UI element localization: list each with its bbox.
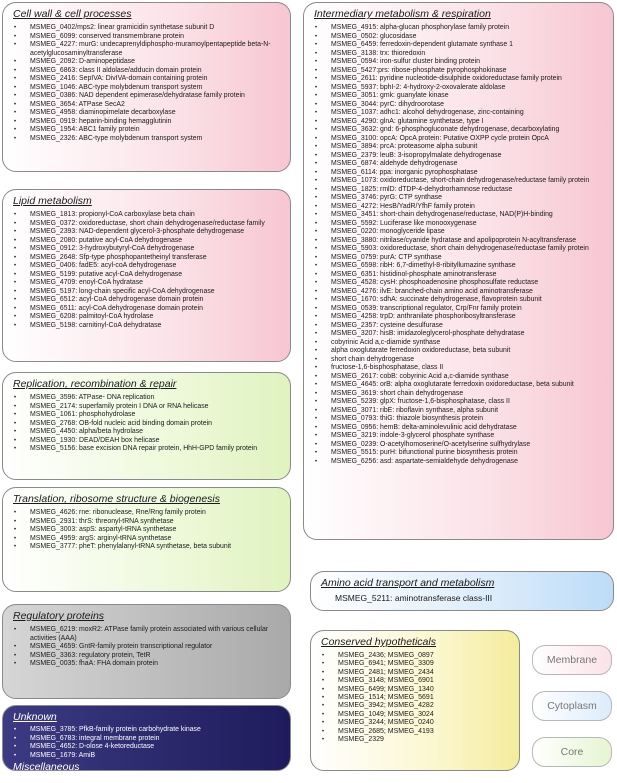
gene-list-item: • MSMEG_5903: oxidoreductase, short chain dehydrogenase/reductase family protein [321,245,605,254]
intermediary-list [314,24,605,466]
gene-list-item: • MSMEG_3777: pheT: phenylalanyl-tRNA synthetase, beta subunit [20,543,282,552]
cell-wall-list [13,24,282,143]
amino-acid-item: MSMEG_5211: aminotransferase class-III [335,593,493,603]
gene-list-item: • MSMEG_6114: ppa: inorganic pyrophosphatase [321,169,605,178]
intermediary-category-box [303,2,614,540]
replication-list [13,394,282,454]
gene-list-item: • MSMEG_6256: asd: aspartate-semialdehyde dehydrogenase [321,458,605,467]
gene-list-item: • MSMEG_3894: prcA: proteasome alpha subunit [321,143,605,152]
gene-list-item: • MSMEG_2685; MSMEG_4193 [328,728,511,736]
gene-list-item: • MSMEG_4959: argS: arginyl-tRNA synthetase [20,535,282,544]
gene-list-item: • MSMEG_2768: OB-fold nucleic acid binding domain protein [20,420,282,429]
gene-list-item: • MSMEG_5156: base excision DNA repair protein, HhH-GPD family protein [20,445,282,454]
gene-list-item: • MSMEG_3219: indole-3-glycerol phosphate synthase [321,432,605,441]
gene-list-item: • MSMEG_4709: enoyl-CoA hydratase [20,279,282,288]
replication-category-box [2,372,291,480]
gene-list-item: • MSMEG_4227: murG: undecaprenyldiphospho-muramoylpentapeptide beta-N-acetylglucosaminyltransferase [20,41,282,58]
gene-list-item: • MSMEG_3654: ATPase SecA2 [20,101,282,110]
gene-list-item: • MSMEG_0759: purA: CTP synthase [321,254,605,263]
gene-list-item: • MSMEG_3138: trx: thioredoxin [321,50,605,59]
amino-acid-category-box [310,571,614,611]
gene-list-item: • MSMEG_2174: superfamily protein I DNA or RNA helicase [20,403,282,412]
gene-list-item: • MSMEG_0956: hemB: delta-aminolevulinic acid dehydratase [321,424,605,433]
gene-list-item: • MSMEG_3363: regulatory protein, TetR [20,652,282,661]
gene-list-item: • MSMEG_3071: ribE: riboflavin synthase, alpha subunit [321,407,605,416]
gene-list-item: • MSMEG_6598: ribH: 6,7-dimethyl-8-ribityllumazine synthase [321,262,605,271]
gene-list-item: • MSMEG_6099: conserved transmembrane protein [20,33,282,42]
lipid-title: Lipid metabolism [13,195,92,207]
miscellaneous-title: Miscellaneous [13,761,80,773]
gene-list-item: • MSMEG_6941; MSMEG_3309 [328,660,511,668]
gene-list-item: • MSMEG_2326: ABC-type molybdenum transport system [20,135,282,144]
gene-list-item: • MSMEG_3044: pyrC: dihydroorotase [321,101,605,110]
gene-list-item: • MSMEG_2416: SepIVA: DivIVA-domain containing protein [20,75,282,84]
gene-list-item: • MSMEG_3746: pyrG: CTP synthase [321,194,605,203]
gene-list-item: • MSMEG_3051: gmk: guanylate kinase [321,92,605,101]
gene-list-item: • MSMEG_1037: adhc1: alcohol dehydrogenase, zinc-containing [321,109,605,118]
gene-list-item: • alpha oxoglutarate ferredoxin oxidoreductase, beta subunit [321,347,605,356]
gene-list-item: • MSMEG_4276: ilvE: branched-chain amino acid aminotransferase [321,288,605,297]
intermediary-title: Intermediary metabolism & respiration [314,8,491,20]
gene-list-item: • MSMEG_0035: fhaA: FHA domain protein [20,660,282,669]
gene-list-item: • MSMEG_5239: glpX: fructose-1,6-bisphosphatase, class II [321,398,605,407]
miscellaneous-list [13,774,282,783]
gene-list-item: • MSMEG_0239: O-acetylhomoserine/O-acetylserine sulfhydrylase [321,441,605,450]
gene-list-item: • MSMEG_1073: oxidoreductase, short-chain dehydrogenase/reductase family protein [321,177,605,186]
gene-list-item: • MSMEG_4258: trpD: anthranilate phosphoribosyltransferase [321,313,605,322]
gene-list-item: • MSMEG_4272: HesB/YadR/YfhF family protein [321,203,605,212]
gene-list-item: • MSMEG_6219: moxR2: ATPase family protein associated with various cellular activities (AAA) [20,626,282,643]
gene-list-item: • MSMEG_5199: putative acyl-CoA dehydrogenase [20,271,282,280]
gene-list-item: • MSMEG_1930: DEAD/DEAH box helicase [20,437,282,446]
translation-category-box [2,487,291,592]
gene-list-item: • MSMEG_0406: fadE5: acyl-coA dehydrogenase [20,262,282,271]
cell-wall-category-box [2,2,291,172]
gene-list-item: • MSMEG_1679: AmiB [20,752,282,761]
regulatory-title: Regulatory proteins [13,610,105,622]
gene-list-item: • MSMEG_0220: monoglyceride lipase [321,228,605,237]
gene-list-item: • MSMEG_4528: cysH: phosphoadenosine phosphosulfate reductase [321,279,605,288]
gene-list-item: • MSMEG_5592: Luciferase like monooxygenase [321,220,605,229]
gene-list-item: • MSMEG_3207: hisB: imidazoleglycerol-phosphate dehydratase [321,330,605,339]
gene-list-item: • MSMEG_0912: 3-hydroxybutyryl-CoA dehydrogenase [20,245,282,254]
gene-list-item: • MSMEG_3619: short chain dehydrogenase [321,390,605,399]
regulatory-list [13,626,282,669]
gene-list-item: • MSMEG_3244; MSMEG_0240 [328,719,511,727]
gene-list-item: • MSMEG_1046: ABC-type molybdenum transport system [20,84,282,93]
gene-list-item: • MSMEG_3003: aspS: aspartyl-tRNA synthetase [20,526,282,535]
regulatory-category-box [2,604,291,699]
gene-list-item: • MSMEG_4659: GntR-family protein transcriptional regulator [20,643,282,652]
legend-core: Core [532,737,612,767]
gene-list-item: • short chain dehydrogenase [321,356,605,365]
gene-list-item: • MSMEG_2931: thrS: threonyl-tRNA synthetase [20,518,282,527]
gene-list-item: • MSMEG_2481; MSMEG_2434 [328,669,511,677]
gene-list-item: • MSMEG_3942; MSMEG_4282 [328,702,511,710]
gene-list-item: • MSMEG_6351: histidinol-phosphate aminotransferase [321,271,605,280]
gene-list-item: • MSMEG_5937: bphI-2: 4-hydroxy-2-oxovalerate aldolase [321,84,605,93]
gene-list-item: • MSMEG_3632: gnd: 6-phosphogluconate dehydrogenase, decarboxylating [321,126,605,135]
gene-list-item: • MSMEG_6874: aldehyde dehydrogenase [321,160,605,169]
gene-list-item: • MSMEG_6459: ferredoxin-dependent glutamate synthase 1 [321,41,605,50]
gene-list-item: • MSMEG_6783: integral membrane protein [20,735,282,744]
lipid-list [13,211,282,330]
gene-list-item: • MSMEG_5197: long-chain specific acyl-CoA dehydrogenase [20,288,282,297]
gene-list-item: • MSMEG_1954: ABC1 family protein [20,126,282,135]
gene-list-item: • MSMEG_1670: sdhA: succinate dehydrogenase, flavoprotein subunit [321,296,605,305]
gene-list-item: • MSMEG_0402/mps2: linear gramicidin synthetase subunit D [20,24,282,33]
gene-list-item: • MSMEG_4652: D-olose 4-ketoreductase [20,743,282,752]
gene-list-item: • MSMEG_4958: diaminopimelate decarboxylase [20,109,282,118]
gene-list-item: • MSMEG_0539: transcriptional regulator, Crp/Fnr family protein [321,305,605,314]
gene-list-item: • MSMEG_6863: class II aldolase/adducin domain protein [20,67,282,76]
gene-list-item: • MSMEG_1813: propionyl-CoA carboxylase beta chain [20,211,282,220]
gene-list-item: • MSMEG_1514; MSMEG_5691 [328,694,511,702]
gene-list-item: • MSMEG_0372: oxidoreductase, short chain dehydrogenase/reductase family [20,220,282,229]
conserved-list [321,652,511,744]
gene-list-item: • MSMEG_2617: cobB: cobyrinic Acid a,c-diamide synthase [321,373,605,382]
unknown-category-box [2,705,291,781]
gene-list-item: • MSMEG_5515: purH: bifunctional purine biosynthesis protein [321,449,605,458]
gene-list-item: • MSMEG_4450: alpha/beta hydrolase [20,428,282,437]
gene-list-item: • MSMEG_6499; MSMEG_1340 [328,686,511,694]
translation-title: Translation, ribosome structure & biogenesis [13,493,220,505]
gene-list-item: • MSMEG_2092: D-aminopeptidase [20,58,282,67]
gene-list-item: • MSMEG_2080: putative acyl-CoA dehydrogenase [20,237,282,246]
gene-list-item: • MSMEG_1049; MSMEG_3024 [328,711,511,719]
gene-list-item: • MSMEG_1825: rmlD: dTDP-4-dehydrorhamnose reductase [321,186,605,195]
conserved-category-box [310,630,520,771]
gene-list-item: • MSMEG_3785: PfkB-family protein carbohydrate kinase [20,726,282,735]
gene-list-item: • MSMEG_4626: rne: ribonuclease, Rne/Rng family protein [20,509,282,518]
gene-list-item: • MSMEG_6514: trehalose synthase-fused probable maltokinase [20,774,282,783]
gene-list-item: • MSMEG_2648: Sfp-type phosphopantetheinyl transferase [20,254,282,263]
gene-list-item: • MSMEG_2611: pyridine nucleotide-disulphide oxidoreductase family protein [321,75,605,84]
gene-list-item: • MSMEG_5427:prs: ribose-phosphate pyrophosphokinase [321,67,605,76]
gene-list-item: • MSMEG_2393: NAD-dependent glycerol-3-phosphate dehydrogenase [20,228,282,237]
legend-cytoplasm: Cytoplasm [532,691,612,721]
gene-list-item: • MSMEG_6208: palmitoyl-CoA hydrolase [20,313,282,322]
gene-list-item: • MSMEG_2329 [328,736,511,744]
cell-wall-title: Cell wall & cell processes [13,8,132,20]
gene-list-item: • MSMEG_4645: orB: alpha oxoglutarate ferredoxin oxidoreductase, beta subunit [321,381,605,390]
gene-list-item: • MSMEG_6511: acyl-CoA dehydrogenase domain protein [20,305,282,314]
gene-list-item: • MSMEG_3451: short-chain dehydrogenase/reductase, NAD(P)H-binding [321,211,605,220]
unknown-list [13,726,282,760]
gene-list-item: • MSMEG_0386: NAD dependent epimerase/dehydratase family protein [20,92,282,101]
gene-list-item: • MSMEG_0502: glucosidase [321,33,605,42]
gene-list-item: • MSMEG_6512: acyl-CoA dehydrogenase domain protein [20,296,282,305]
translation-list [13,509,282,552]
gene-list-item: • MSMEG_3148; MSMEG_6901 [328,677,511,685]
unknown-title: Unknown [13,711,57,723]
gene-list-item: • MSMEG_3596: ATPase- DNA replication [20,394,282,403]
gene-list-item: • fructose-1,6-bisphosphatase, class II [321,364,605,373]
replication-title: Replication, recombination & repair [13,378,177,390]
gene-list-item: • MSMEG_0594: iron-sulfur cluster binding protein [321,58,605,67]
gene-list-item: • MSMEG_3880: nitrilase/cyanide hydratase and apolipoprotein N-acyltransferase [321,237,605,246]
legend-membrane: Membrane [532,645,612,675]
gene-list-item: • MSMEG_5198: carnitinyl-CoA dehydratase [20,322,282,331]
gene-list-item: • cobyrinic Acid a,c-diamide synthase [321,339,605,348]
gene-list-item: • MSMEG_1061: phosphohydrolase [20,411,282,420]
gene-list-item: • MSMEG_3100: opcA: OpcA protein: Putative OXPP cycle protein OpcA [321,135,605,144]
amino-acid-title: Amino acid transport and metabolism [321,577,495,589]
gene-list-item: • MSMEG_4290: glnA: glutamine synthetase, type I [321,118,605,127]
gene-list-item: • MSMEG_0919: heparin-binding hemagglutinin [20,118,282,127]
lipid-category-box [2,189,291,362]
gene-list-item: • MSMEG_2357: cysteine desulfurase [321,322,605,331]
gene-list-item: • MSMEG_2436; MSMEG_0897 [328,652,511,660]
conserved-title: Conserved hypotheticals [321,636,436,648]
gene-list-item: • MSMEG_4915: alpha-glucan phosphorylase family protein [321,24,605,33]
gene-list-item: • MSMEG_2379: leuB: 3-isopropylmalate dehydrogenase [321,152,605,161]
gene-list-item: • MSMEG_0793: thiG: thiazole biosynthesis protein [321,415,605,424]
